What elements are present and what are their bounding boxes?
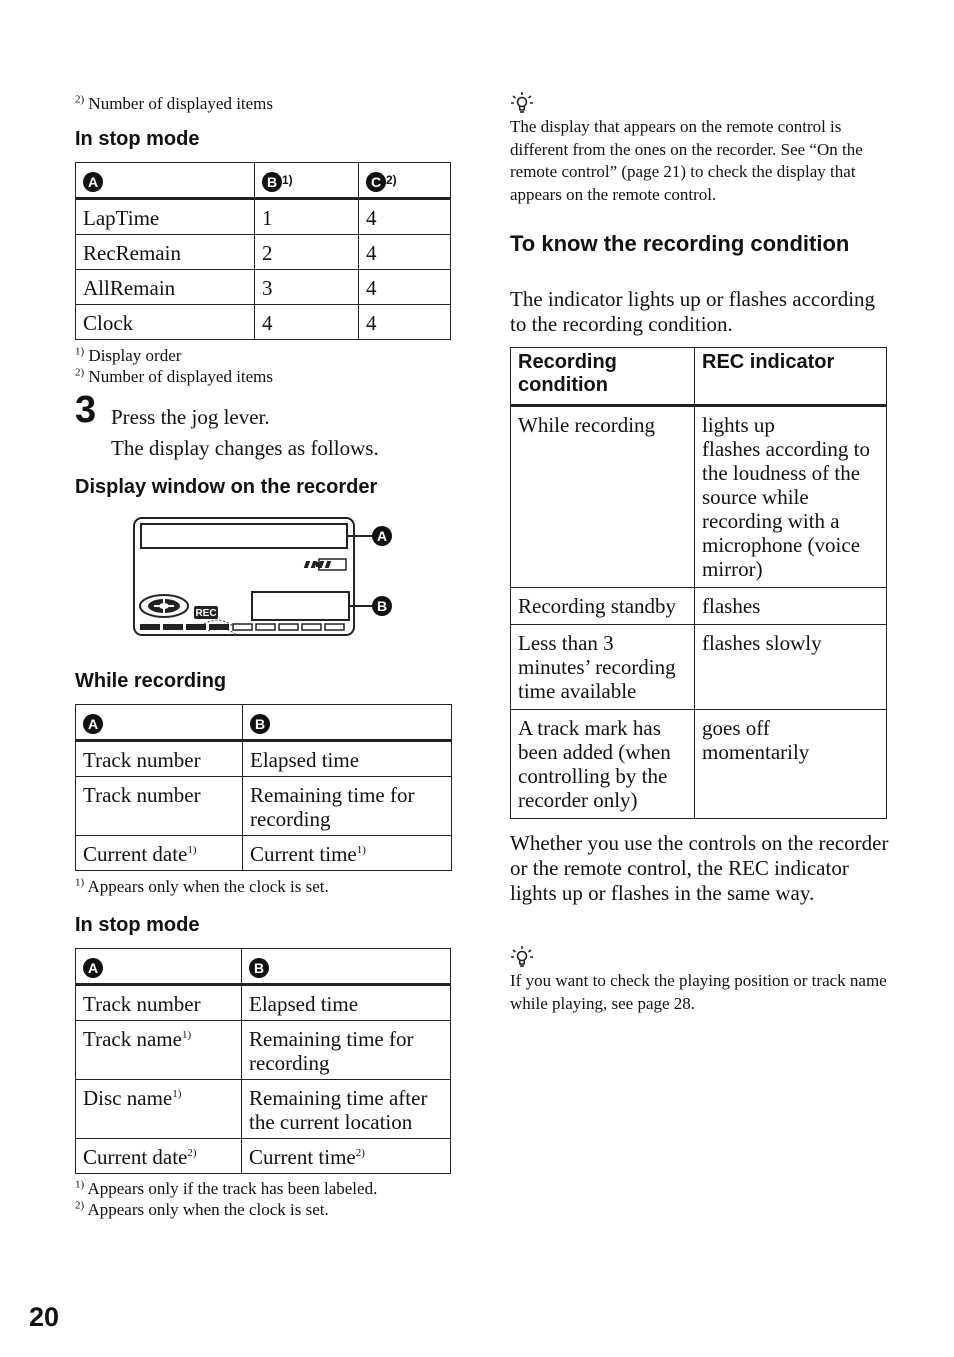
column-a-header xyxy=(76,705,243,741)
cell-text: Current date xyxy=(83,1145,188,1169)
callout-b-icon: B xyxy=(262,172,282,192)
table-cell xyxy=(76,1021,242,1080)
cell-text: Remaining time after the current location xyxy=(249,1086,428,1134)
table-row xyxy=(511,710,887,819)
table-cell xyxy=(242,1139,451,1174)
table-header-row xyxy=(76,705,452,741)
column-b-header xyxy=(243,705,452,741)
display-window-heading: Display window on the recorder xyxy=(75,476,378,498)
footnote: $^{1)}$ Appears only if the track has been labeled. xyxy=(75,1178,378,1198)
stop-mode-1-footnotes xyxy=(75,345,273,387)
table-cell: flashes slowly xyxy=(695,625,887,710)
footnote-mark: 1) xyxy=(356,844,366,856)
column-c-header: C $^{2)}$ xyxy=(359,163,451,199)
cell-text: Current time xyxy=(250,842,357,866)
cell-text: Disc name xyxy=(83,1086,173,1110)
table-header-row xyxy=(76,163,451,199)
table-cell: flashes xyxy=(695,588,887,625)
cell-text: Current time xyxy=(249,1145,356,1169)
callout-a-icon: A xyxy=(83,958,103,978)
callout-b-icon: B xyxy=(249,958,269,978)
table-cell: goes off momentarily xyxy=(695,710,887,819)
table-row xyxy=(76,1139,451,1174)
callout-b-icon: B xyxy=(376,598,388,614)
table-row xyxy=(76,199,451,235)
table-cell: 4 xyxy=(359,199,451,235)
cell-text: Track name xyxy=(83,1027,182,1051)
table-cell: 4 xyxy=(359,305,451,340)
recorder-display-illustration xyxy=(130,515,400,639)
table-row xyxy=(76,985,451,1021)
column-b-header: B $^{1)}$ xyxy=(255,163,359,199)
table-cell: Clock xyxy=(76,305,255,340)
cell-text: Remaining time for recording xyxy=(249,1027,414,1075)
callout-a-icon: A xyxy=(83,172,103,192)
stop-mode-table-1 xyxy=(75,162,451,340)
table-cell xyxy=(243,777,452,836)
footnote-mark: 1) xyxy=(172,1088,182,1100)
footnote: $^{2)}$ Number of displayed items xyxy=(75,366,274,386)
stop-mode-2-rows xyxy=(76,985,451,1174)
footnote-mark: 1) xyxy=(187,844,197,856)
lightbulb-tip-icon xyxy=(510,944,534,970)
column-a-header xyxy=(76,949,242,985)
footnote-mark: 2) xyxy=(355,1147,365,1159)
cell-text: Remaining time for recording xyxy=(250,783,415,831)
step-result: The display changes as follows. xyxy=(111,436,379,460)
rec-indicator-header: REC indicator xyxy=(695,348,887,406)
while-recording-rows xyxy=(76,741,452,871)
table-cell: 1 xyxy=(255,199,359,235)
while-recording-footnote: $^{1)}$ Appears only when the clock is set. xyxy=(75,876,329,896)
table-row xyxy=(76,1021,451,1080)
table-row xyxy=(76,305,451,340)
stop-mode-1-rows xyxy=(76,199,451,340)
table-cell xyxy=(76,836,243,871)
recording-condition-header: Recording condition xyxy=(511,348,695,406)
callout-c-icon: C xyxy=(366,172,386,192)
tip-remote-display: The display that appears on the remote control is different from the ones on the recorder. See “On the remote control” (page 21) to check the display that appears on the remote control. xyxy=(510,117,863,204)
display-window-drawing xyxy=(130,515,400,639)
table-row xyxy=(76,235,451,270)
table-cell xyxy=(243,836,452,871)
stop-mode-2-footnotes xyxy=(75,1178,377,1220)
while-recording-heading: While recording xyxy=(75,670,227,692)
table-row xyxy=(511,625,887,710)
tip-playing-position: If you want to check the playing position or track name while playing, see page 28. xyxy=(510,971,887,1013)
section-heading: To know the recording condition xyxy=(510,231,850,256)
table-cell: 2 xyxy=(255,235,359,270)
table-row xyxy=(76,270,451,305)
table-cell: Recording standby xyxy=(511,588,695,625)
table-cell xyxy=(242,985,451,1021)
table-cell: lights up flashes according to the loudness of the source while recording with a microphone (voice mirror) xyxy=(695,406,887,588)
after-table-text: Whether you use the controls on the recorder or the remote control, the REC indicator lights up or flashes in the same way. xyxy=(510,831,889,905)
table-cell xyxy=(76,1080,242,1139)
table-cell: While recording xyxy=(511,406,695,588)
column-a-header xyxy=(76,163,255,199)
step-number: 3 xyxy=(75,389,97,431)
table-cell: LapTime xyxy=(76,199,255,235)
cell-text: Elapsed time xyxy=(250,748,360,772)
table-cell xyxy=(243,741,452,777)
footnote: $^{2)}$ Appears only when the clock is set. xyxy=(75,1199,329,1219)
table-row xyxy=(76,777,452,836)
table-cell xyxy=(242,1021,451,1080)
footnote-mark: 2) xyxy=(187,1147,197,1159)
cell-text: Track number xyxy=(83,748,201,772)
top-footnote: $^{2)}$ Number of displayed items xyxy=(75,93,274,113)
table-cell xyxy=(242,1080,451,1139)
footnote: $^{1)}$ Display order xyxy=(75,345,182,365)
table-cell: 4 xyxy=(359,270,451,305)
rec-indicator-label: REC xyxy=(195,608,217,619)
table-row xyxy=(511,588,887,625)
table-cell: 3 xyxy=(255,270,359,305)
table-cell: 4 xyxy=(359,235,451,270)
rec-indicator-rows xyxy=(511,406,887,819)
cell-text: Current date xyxy=(83,842,188,866)
footnote-mark: 1) xyxy=(181,1029,192,1041)
table-cell xyxy=(76,741,243,777)
cell-text: Track number xyxy=(83,992,201,1016)
callout-b-icon: B xyxy=(250,714,270,734)
table-header-row xyxy=(76,949,451,985)
table-cell xyxy=(76,985,242,1021)
table-header-row xyxy=(511,348,887,406)
cell-text: Track number xyxy=(83,783,201,807)
stop-mode-table-2 xyxy=(75,948,451,1174)
table-row xyxy=(511,406,887,588)
table-cell: 4 xyxy=(255,305,359,340)
table-row xyxy=(76,836,452,871)
stop-mode-heading-1: In stop mode xyxy=(75,128,200,150)
table-row xyxy=(76,1080,451,1139)
callout-a-icon: A xyxy=(83,714,103,734)
section-intro: The indicator lights up or flashes according to the recording condition. xyxy=(510,287,876,336)
column-b-header xyxy=(242,949,451,985)
table-cell: AllRemain xyxy=(76,270,255,305)
table-cell: RecRemain xyxy=(76,235,255,270)
stop-mode-heading-2: In stop mode xyxy=(75,914,200,936)
table-row xyxy=(76,741,452,777)
step-instruction: Press the jog lever. xyxy=(111,405,270,429)
while-recording-table xyxy=(75,704,452,871)
table-cell: A track mark has been added (when controlling by the recorder only) xyxy=(511,710,695,819)
cell-text: Elapsed time xyxy=(249,992,359,1016)
rec-indicator-table xyxy=(510,347,887,819)
callout-a-icon: A xyxy=(376,528,388,544)
page-number: 20 xyxy=(29,1302,60,1332)
table-cell xyxy=(76,777,243,836)
table-cell: Less than 3 minutes’ recording time available xyxy=(511,625,695,710)
table-cell xyxy=(76,1139,242,1174)
lightbulb-tip-icon xyxy=(510,90,534,116)
